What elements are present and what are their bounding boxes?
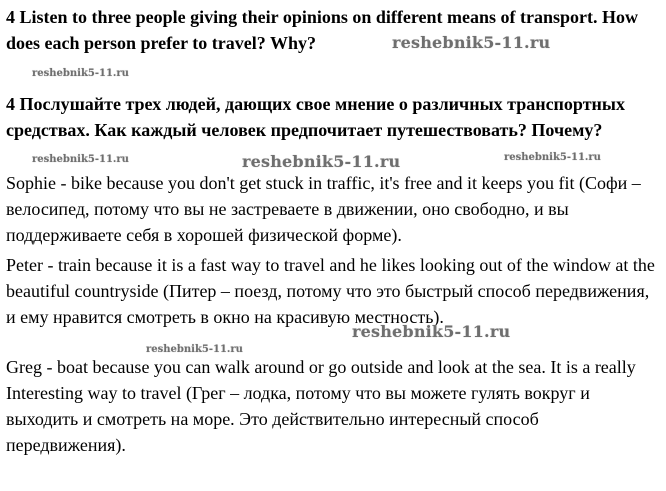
watermark: reshebnik5-11.ru — [352, 322, 511, 341]
task-heading-russian: 4 Послушайте трех людей, дающих свое мнение о различных транспортных средствах. Как каждый человек предпочитает путешествовать? Почему? — [6, 94, 625, 140]
watermark: reshebnik5-11.ru — [504, 152, 601, 163]
watermark: reshebnik5-11.ru — [32, 154, 129, 165]
watermark: reshebnik5-11.ru — [392, 33, 551, 52]
answer-peter: Peter - train because it is a fast way to travel and he likes looking out of the window at the beautiful countryside (Питер – поезд, потому что это быстрый способ передвижения, и ему нравится смотреть в окно на красивую местность). — [6, 255, 655, 327]
answer-sophie: Sophie - bike because you don't get stuck in traffic, it's free and it keeps you fit (Софи – велосипед, потому что вы не застреваете в движении, оно свободно, и вы поддерживаете себя в хорошей физической форме). — [6, 173, 641, 245]
watermark: reshebnik5-11.ru — [242, 152, 401, 171]
task-heading-english: 4 Listen to three people giving their opinions on different means of transport. How does each person prefer to travel? Why? — [6, 7, 639, 53]
watermark: reshebnik5-11.ru — [32, 68, 129, 79]
watermark: reshebnik5-11.ru — [146, 344, 243, 355]
answer-greg: Greg - boat because you can walk around or go outside and look at the sea. It is a really Interesting way to travel (Грег – лодка, потому что вы можете гулять вокруг и выходить и смотреть на море. Это действительно интересный способ передвижения). — [6, 357, 636, 455]
